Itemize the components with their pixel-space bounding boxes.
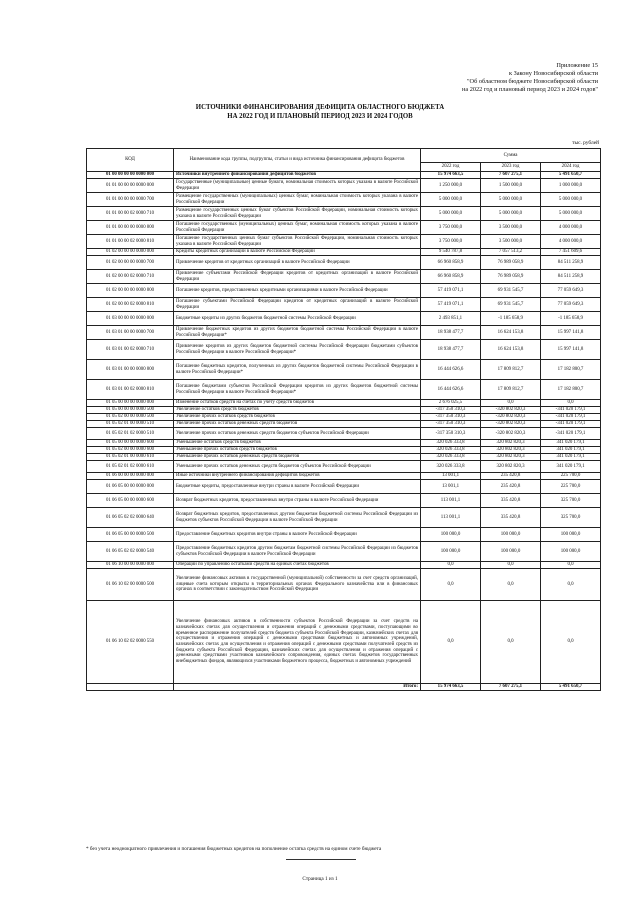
row-value-2023: 0,0 — [481, 400, 541, 407]
page-number: Страница 1 из 1 — [302, 876, 338, 882]
row-value-2024: 5 000 000,0 — [541, 207, 601, 221]
row-value-2022: 320 026 333,8 — [421, 447, 481, 454]
total-code-cell — [87, 684, 174, 691]
table-row — [87, 508, 601, 528]
footnote: * без учета неоднократного привлечения и погашения бюджетных кредитов на пополнение остатка средств на едином счете бюджета — [86, 846, 382, 852]
table-row — [87, 360, 601, 380]
row-value-2024: -341 020 179,1 — [541, 414, 601, 421]
row-code: 01 06 00 00 00 0000 000 — [87, 473, 174, 480]
total-value-2022: 15 974 663,5 — [421, 684, 481, 691]
budget-table — [86, 148, 601, 691]
row-code: 01 01 00 00 00 0000 800 — [87, 221, 174, 235]
row-code: 01 05 02 01 00 0000 610 — [87, 454, 174, 461]
header-year-2024: 2024 год — [541, 163, 601, 172]
row-value-2022: 100 000,0 — [421, 542, 481, 562]
row-value-2024: -1 185 658,9 — [541, 312, 601, 326]
row-code: 01 01 00 00 02 0000 810 — [87, 235, 174, 249]
table-row — [87, 380, 601, 400]
row-value-2024: -341 020 179,1 — [541, 428, 601, 440]
row-value-2024: 4 000 000,0 — [541, 221, 601, 235]
row-value-2024: -341 020 179,1 — [541, 407, 601, 414]
table-row — [87, 454, 601, 461]
row-name: Увеличение финансовых активов в собственности субъектов Российской Федерации за счет средств на казначейских счетах для осуществления и отражения операций с денежными средствами, поступающими во временное распоряжение получателей средств бюджета субъекта Российской Федерации, казначейских счетах для осуществления и отражения операций с денежными средствами бюджетных и автономных учреждений, казначейских счетах для осуществления и отражения операций с денежными средствами получателей средств из бюджета субъекта Российской Федерации, казначейских счетах для осуществления и отражения операций с денежными средствами участников казначейского сопровождения, единых счетах бюджетов государственных внебюджетных фондов, являющихся участниками бюджетного процесса, бюджетных и автономных учреждений — [174, 601, 421, 684]
row-name: Погашение кредитов, предоставленных кредитными организациями в валюте Российской Федерации — [174, 284, 421, 298]
row-value-2022: 13 001,1 — [421, 473, 481, 480]
row-value-2024: 341 020 179,1 — [541, 447, 601, 454]
row-value-2023: 320 802 820,3 — [481, 454, 541, 461]
row-value-2023: 335 420,8 — [481, 494, 541, 508]
table-row — [87, 542, 601, 562]
row-name: Государственные (муниципальные) ценные бумаги, номинальная стоимость которых указана в валюте Российской Федерации — [174, 179, 421, 193]
table-row — [87, 235, 601, 249]
row-code: 01 01 00 00 00 0000 000 — [87, 179, 174, 193]
row-value-2024: 325 700,0 — [541, 508, 601, 528]
row-value-2022: 320 026 333,8 — [421, 454, 481, 461]
row-code: 01 03 01 00 00 0000 700 — [87, 326, 174, 340]
row-value-2023: -320 802 820,3 — [481, 428, 541, 440]
table-row — [87, 494, 601, 508]
row-name: Привлечение кредитов от кредитных организаций в валюте Российской Федерации — [174, 256, 421, 270]
header-name: Наименование кода группы, подгруппы, статьи и вида источника финансирования дефицита бюджетов — [174, 149, 421, 172]
row-value-2024: 0,0 — [541, 569, 601, 601]
row-name: Увеличение финансовых активов в государственной (муниципальной) собственности за счет средств организаций, лицевые счета которым открыты в территориальных органах Федерального казначейства или в финансовых органах в соответствии с законодательством Российской Федерации — [174, 569, 421, 601]
row-value-2023: 235 420,8 — [481, 473, 541, 480]
appendix-line: на 2022 год и плановый период 2023 и 2024 годов" — [462, 86, 598, 93]
table-row — [87, 461, 601, 473]
row-code: 01 03 00 00 00 0000 000 — [87, 312, 174, 326]
table-row — [87, 440, 601, 447]
table-row — [87, 249, 601, 256]
row-value-2024: 225 700,0 — [541, 480, 601, 494]
table-row — [87, 256, 601, 270]
row-code: 01 02 00 00 02 0000 810 — [87, 298, 174, 312]
row-name: Уменьшение остатков средств бюджетов — [174, 440, 421, 447]
row-code: 01 05 02 00 00 0000 600 — [87, 447, 174, 454]
row-value-2022: 3 750 000,0 — [421, 235, 481, 249]
row-value-2024: 100 000,0 — [541, 542, 601, 562]
row-value-2023: 0,0 — [481, 569, 541, 601]
row-value-2023: 335 420,8 — [481, 508, 541, 528]
row-name: Погашение субъектами Российской Федерации кредитов от кредитных организаций в валюте Российской Федерации — [174, 298, 421, 312]
table-row — [87, 207, 601, 221]
table-row — [87, 562, 601, 569]
row-value-2022: 66 960 858,9 — [421, 270, 481, 284]
table-row — [87, 569, 601, 601]
row-value-2023: 320 802 820,3 — [481, 440, 541, 447]
row-name: Уменьшение прочих остатков денежных средств бюджетов субъектов Российской Федерации — [174, 461, 421, 473]
table-row — [87, 326, 601, 340]
row-name: Уменьшение прочих остатков средств бюджетов — [174, 447, 421, 454]
table-row — [87, 172, 601, 179]
row-code: 01 02 00 00 00 0000 000 — [87, 249, 174, 256]
row-value-2023: 235 420,8 — [481, 480, 541, 494]
row-name: Привлечение бюджетных кредитов из других бюджетов бюджетной системы Российской Федерации в валюте Российской Федерации* — [174, 326, 421, 340]
row-value-2024: 325 700,0 — [541, 494, 601, 508]
row-value-2023: 16 624 153,8 — [481, 326, 541, 340]
table-row — [87, 601, 601, 684]
row-code: 01 05 00 00 00 0000 600 — [87, 440, 174, 447]
row-value-2023: 7 607 275,1 — [481, 172, 541, 179]
row-value-2022: 13 001,1 — [421, 480, 481, 494]
row-value-2022: 2 676 025,5 — [421, 400, 481, 407]
table-row — [87, 179, 601, 193]
row-value-2024: 341 020 179,1 — [541, 454, 601, 461]
row-value-2023: 320 802 820,3 — [481, 461, 541, 473]
row-value-2024: 84 511 258,9 — [541, 270, 601, 284]
row-value-2024: -341 020 179,1 — [541, 421, 601, 428]
row-value-2023: 69 931 545,7 — [481, 284, 541, 298]
appendix-line: Приложение 15 — [556, 62, 598, 69]
row-value-2022: 16 444 626,6 — [421, 380, 481, 400]
row-code: 01 03 01 00 02 0000 810 — [87, 380, 174, 400]
table-row — [87, 312, 601, 326]
table-row — [87, 400, 601, 407]
row-value-2024: 15 997 141,8 — [541, 340, 601, 360]
row-value-2022: 5 000 000,0 — [421, 193, 481, 207]
row-value-2023: 17 809 812,7 — [481, 380, 541, 400]
header-year-2023: 2023 год — [481, 163, 541, 172]
row-name: Кредиты кредитных организаций в валюте Российской Федерации — [174, 249, 421, 256]
row-value-2024: 5 000 000,0 — [541, 193, 601, 207]
row-value-2024: 341 020 179,1 — [541, 461, 601, 473]
row-value-2023: 5 000 000,0 — [481, 207, 541, 221]
row-name: Погашение государственных (муниципальных) ценных бумаг, номинальная стоимость которых указана в валюте Российской Федерации — [174, 221, 421, 235]
row-code: 01 06 05 02 02 0000 640 — [87, 508, 174, 528]
row-value-2022: 15 974 663,5 — [421, 172, 481, 179]
row-value-2022: -317 350 310,3 — [421, 421, 481, 428]
row-code: 01 05 02 01 00 0000 510 — [87, 421, 174, 428]
row-value-2023: 76 989 058,9 — [481, 270, 541, 284]
table-row — [87, 528, 601, 542]
row-value-2023: 3 500 000,0 — [481, 221, 541, 235]
row-name: Предоставление бюджетных кредитов внутри страны в валюте Российской Федерации — [174, 528, 421, 542]
row-code: 01 03 01 00 00 0000 800 — [87, 360, 174, 380]
table-body — [87, 172, 601, 691]
row-value-2022: 16 444 626,6 — [421, 360, 481, 380]
row-code: 01 05 00 00 00 0000 500 — [87, 407, 174, 414]
row-name: Иные источники внутреннего финансирования дефицитов бюджетов — [174, 473, 421, 480]
row-value-2024: 341 020 179,1 — [541, 440, 601, 447]
row-value-2022: 0,0 — [421, 569, 481, 601]
appendix-line: к Закону Новосибирской области — [508, 70, 598, 77]
row-name: Привлечение субъектами Российской Федерации кредитов от кредитных организаций в валюте Российской Федерации — [174, 270, 421, 284]
row-value-2023: 1 500 000,0 — [481, 179, 541, 193]
row-value-2023: -320 802 820,3 — [481, 407, 541, 414]
row-value-2023: -1 185 658,9 — [481, 312, 541, 326]
row-value-2022: 320 026 333,8 — [421, 440, 481, 447]
table-row — [87, 480, 601, 494]
row-value-2023: 16 624 153,8 — [481, 340, 541, 360]
table-row — [87, 407, 601, 414]
row-value-2023: 7 057 513,2 — [481, 249, 541, 256]
row-value-2022: -317 350 310,3 — [421, 407, 481, 414]
table-row — [87, 298, 601, 312]
row-value-2024: 100 000,0 — [541, 528, 601, 542]
table-row — [87, 221, 601, 235]
row-value-2022: 113 001,1 — [421, 494, 481, 508]
row-value-2023: 320 802 820,3 — [481, 447, 541, 454]
row-value-2022: 113 001,1 — [421, 508, 481, 528]
row-code: 01 06 05 00 00 0000 600 — [87, 494, 174, 508]
table-row — [87, 421, 601, 428]
row-code: 01 05 02 01 02 0000 610 — [87, 461, 174, 473]
table-row — [87, 473, 601, 480]
row-value-2023: 0,0 — [481, 562, 541, 569]
row-code: 01 01 00 00 02 0000 710 — [87, 207, 174, 221]
row-name: Увеличение остатков средств бюджетов — [174, 407, 421, 414]
row-name: Увеличение прочих остатков денежных средств бюджетов субъектов Российской Федерации — [174, 428, 421, 440]
row-code: 01 05 02 01 02 0000 510 — [87, 428, 174, 440]
row-code: 01 06 05 00 00 0000 500 — [87, 528, 174, 542]
row-code: 01 00 00 00 00 0000 000 — [87, 172, 174, 179]
row-value-2023: 17 809 812,7 — [481, 360, 541, 380]
row-value-2022: 0,0 — [421, 601, 481, 684]
row-name: Возврат бюджетных кредитов, предоставленных внутри страны в валюте Российской Федерации — [174, 494, 421, 508]
row-value-2023: 76 989 058,9 — [481, 256, 541, 270]
row-value-2023: 69 931 545,7 — [481, 298, 541, 312]
table-row — [87, 340, 601, 360]
row-name: Размещение государственных (муниципальных) ценных бумаг, номинальная стоимость которых указана в валюте Российской Федерации — [174, 193, 421, 207]
row-value-2024: 0,0 — [541, 562, 601, 569]
row-value-2024: 4 000 000,0 — [541, 235, 601, 249]
row-value-2024: 0,0 — [541, 601, 601, 684]
row-code: 01 02 00 00 02 0000 710 — [87, 270, 174, 284]
row-value-2024: 5 491 650,7 — [541, 172, 601, 179]
row-value-2023: 5 000 000,0 — [481, 193, 541, 207]
row-value-2024: 225 700,0 — [541, 473, 601, 480]
title-line-2: НА 2022 ГОД И ПЛАНОВЫЙ ПЕРИОД 2023 И 2024 ГОДОВ — [227, 113, 413, 120]
row-value-2024: 84 511 258,9 — [541, 256, 601, 270]
row-name: Бюджетные кредиты, предоставленные внутри страны в валюте Российской Федерации — [174, 480, 421, 494]
row-code: 01 06 05 02 02 0000 540 — [87, 542, 174, 562]
row-value-2022: 18 938 477,7 — [421, 340, 481, 360]
row-value-2023: 0,0 — [481, 601, 541, 684]
row-value-2022: 2 493 851,1 — [421, 312, 481, 326]
appendix-line: "Об областном бюджете Новосибирской области — [466, 78, 598, 85]
header-sum: Сумма — [421, 149, 601, 163]
row-value-2022: 3 750 000,0 — [421, 221, 481, 235]
row-value-2024: 7 451 609,6 — [541, 249, 601, 256]
units-label: тыс. рублей — [572, 140, 599, 146]
row-name: Погашение бюджетами субъектов Российской Федерации кредитов из других бюджетов бюджетной системы Российской Федерации в валюте Российской Федерации* — [174, 380, 421, 400]
row-name: Размещение государственных ценных бумаг субъектов Российской Федерации, номинальная стоимость которых указана в валюте Российской Федерации — [174, 207, 421, 221]
total-row — [87, 684, 601, 691]
row-value-2024: 77 059 649,3 — [541, 284, 601, 298]
row-value-2022: 57 419 071,1 — [421, 298, 481, 312]
row-code: 01 06 10 02 02 0000 550 — [87, 601, 174, 684]
row-value-2024: 0,0 — [541, 400, 601, 407]
row-value-2022: -317 350 310,3 — [421, 414, 481, 421]
total-value-2023: 7 607 275,1 — [481, 684, 541, 691]
total-value-2024: 5 491 650,7 — [541, 684, 601, 691]
row-name: Операции по управлению остатками средств на единых счетах бюджетов — [174, 562, 421, 569]
row-value-2022: 100 000,0 — [421, 528, 481, 542]
table-row — [87, 193, 601, 207]
row-name: Возврат бюджетных кредитов, предоставленных другим бюджетам бюджетной системы Российской Федерации из бюджетов субъектов Российской Федерации в валюте Российской Федерации — [174, 508, 421, 528]
table-row — [87, 284, 601, 298]
header-year-2022: 2022 год — [421, 163, 481, 172]
row-value-2023: -320 802 820,3 — [481, 414, 541, 421]
row-value-2023: 3 500 000,0 — [481, 235, 541, 249]
table-row — [87, 428, 601, 440]
row-value-2024: 17 182 800,7 — [541, 380, 601, 400]
title-line-1: ИСТОЧНИКИ ФИНАНСИРОВАНИЯ ДЕФИЦИТА ОБЛАСТНОГО БЮДЖЕТА — [195, 104, 445, 111]
row-code: 01 05 00 00 00 0000 000 — [87, 400, 174, 407]
row-name: Бюджетные кредиты из других бюджетов бюджетной системы Российской Федерации — [174, 312, 421, 326]
header-code: КОД — [87, 149, 174, 172]
row-code: 01 02 00 00 00 0000 700 — [87, 256, 174, 270]
row-code: 01 05 02 00 00 0000 500 — [87, 414, 174, 421]
row-code: 01 02 00 00 00 0000 800 — [87, 284, 174, 298]
table-row — [87, 447, 601, 454]
row-name: Увеличение прочих остатков средств бюджетов — [174, 414, 421, 421]
row-name: Изменение остатков средств на счетах по учету средств бюджетов — [174, 400, 421, 407]
row-code: 01 06 10 00 00 0000 000 — [87, 562, 174, 569]
row-value-2022: 18 938 477,7 — [421, 326, 481, 340]
row-code: 01 01 00 00 00 0000 700 — [87, 193, 174, 207]
total-label: Итого: — [174, 684, 421, 691]
row-name: Предоставление бюджетных кредитов другим бюджетам бюджетной системы Российской Федерации из бюджетов субъектов Российской Федерации в валюте Российской Федерации — [174, 542, 421, 562]
row-name: Увеличение прочих остатков денежных средств бюджетов — [174, 421, 421, 428]
row-name: Погашение бюджетных кредитов, полученных из других бюджетов бюджетной системы Российской Федерации в валюте Российской Федерации* — [174, 360, 421, 380]
row-value-2022: 57 419 071,1 — [421, 284, 481, 298]
row-value-2023: 100 000,0 — [481, 542, 541, 562]
row-value-2022: 66 960 858,9 — [421, 256, 481, 270]
row-value-2024: 17 182 800,7 — [541, 360, 601, 380]
row-value-2022: 1 250 000,0 — [421, 179, 481, 193]
row-code: 01 06 05 00 00 0000 000 — [87, 480, 174, 494]
row-name: Привлечение кредитов из других бюджетов бюджетной системы Российской Федерации бюджетами субъектов Российской Федерации в валюте Российской Федерации* — [174, 340, 421, 360]
row-value-2023: 100 000,0 — [481, 528, 541, 542]
row-value-2022: -317 350 310,3 — [421, 428, 481, 440]
row-name: Источники внутреннего финансирования дефицитов бюджетов — [174, 172, 421, 179]
table-row — [87, 414, 601, 421]
row-value-2022: 320 026 333,8 — [421, 461, 481, 473]
document-title — [100, 103, 540, 121]
row-value-2022: 5 000 000,0 — [421, 207, 481, 221]
row-value-2022: 9 540 787,8 — [421, 249, 481, 256]
table-row — [87, 270, 601, 284]
appendix-block — [420, 62, 598, 94]
row-name: Погашение государственных ценных бумаг субъектов Российской Федерации, номинальная стоимость которых указана в валюте Российской Федерации — [174, 235, 421, 249]
row-value-2022: 0,0 — [421, 562, 481, 569]
row-code: 01 03 01 00 02 0000 710 — [87, 340, 174, 360]
row-code: 01 06 10 02 00 0000 500 — [87, 569, 174, 601]
row-value-2024: 1 000 000,0 — [541, 179, 601, 193]
row-value-2023: -320 802 820,3 — [481, 421, 541, 428]
row-value-2024: 15 997 141,8 — [541, 326, 601, 340]
row-value-2024: 77 059 649,3 — [541, 298, 601, 312]
divider — [286, 859, 356, 860]
row-name: Уменьшение прочих остатков денежных средств бюджетов — [174, 454, 421, 461]
